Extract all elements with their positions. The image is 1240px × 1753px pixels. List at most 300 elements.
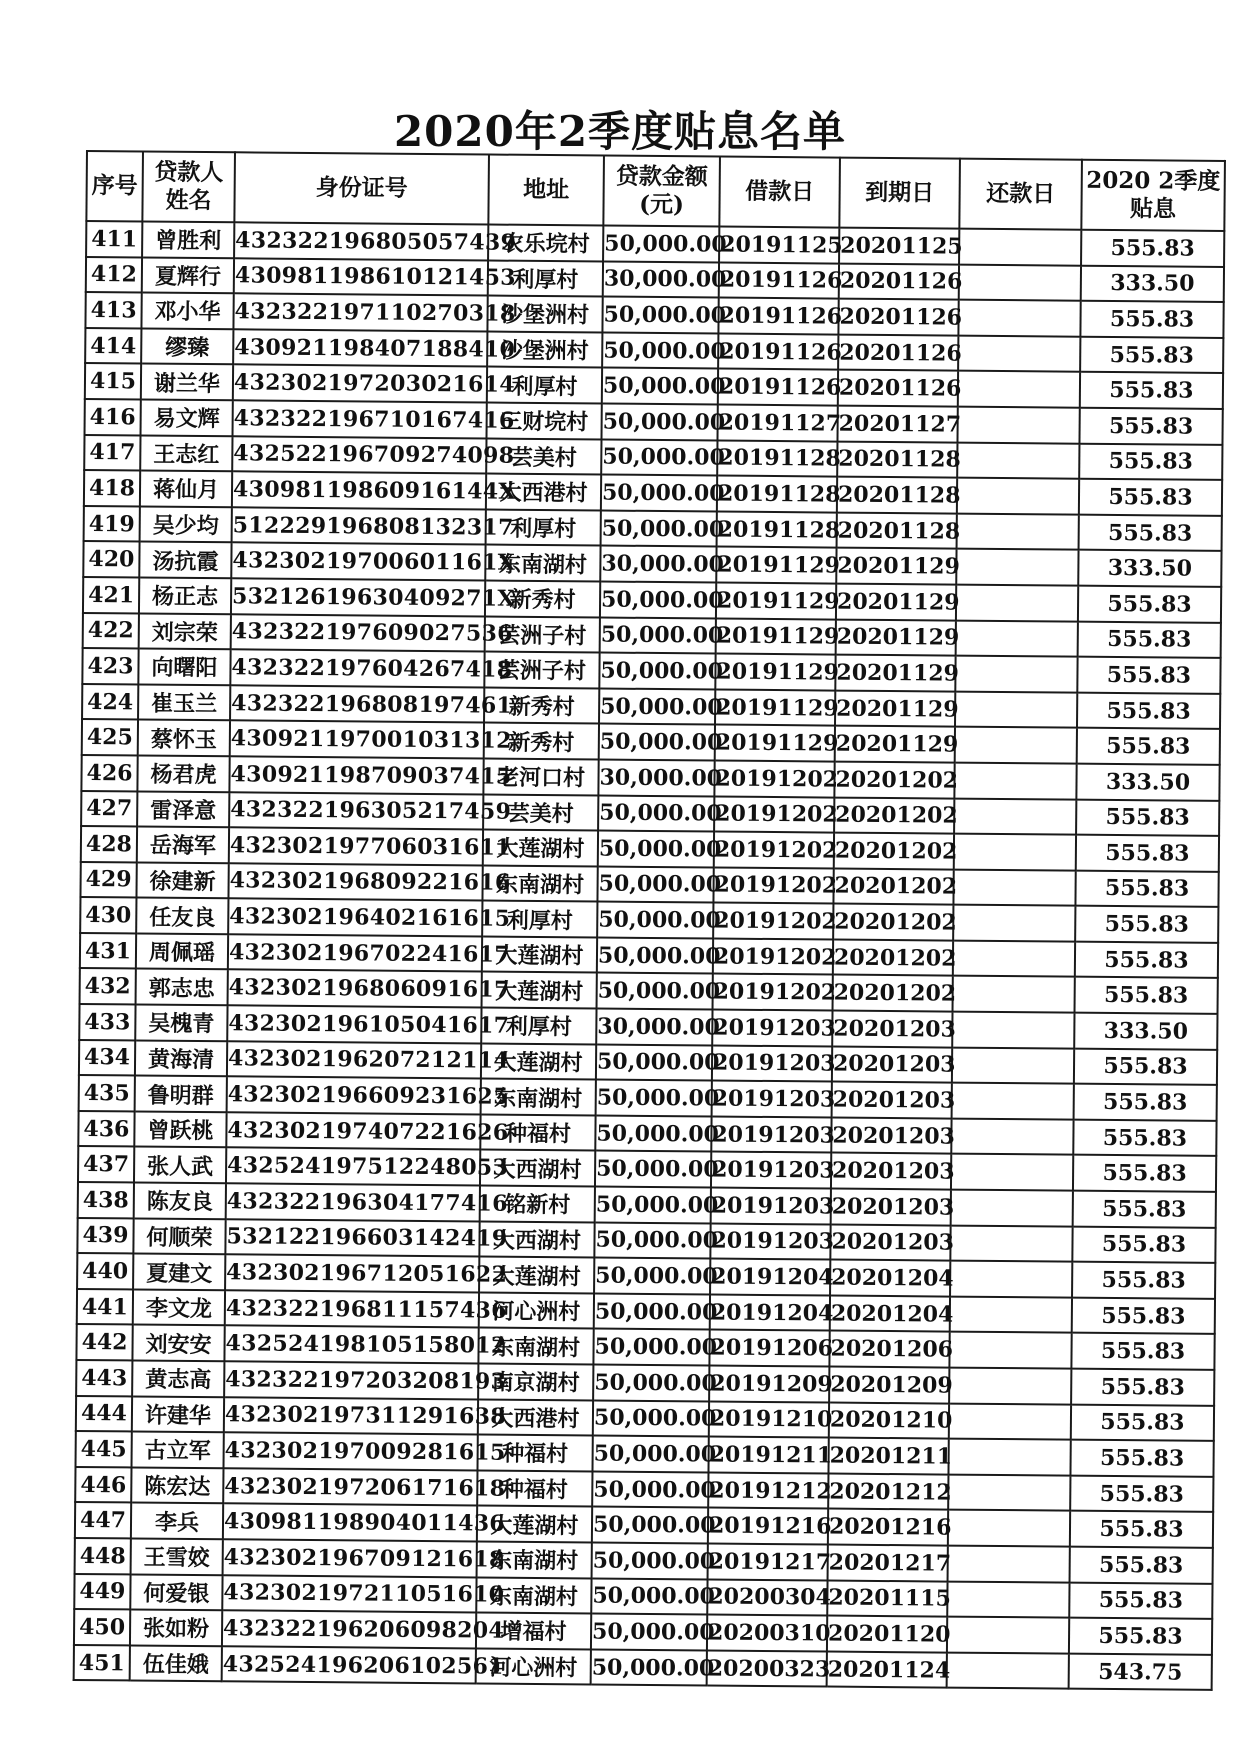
cell-borrower: 伍佳娥 (130, 1645, 222, 1681)
cell-address: 东南湖村 (476, 1577, 591, 1614)
cell-seq: 431 (80, 933, 136, 969)
cell-repay-date (956, 585, 1078, 622)
cell-loan-date: 20191126 (718, 298, 838, 335)
cell-repay-date (952, 1083, 1074, 1120)
cell-loan-amount: 50,000.00 (599, 688, 715, 725)
cell-loan-date: 20191128 (717, 511, 837, 548)
cell-repay-date (957, 513, 1079, 550)
cell-loan-date: 20191203 (711, 1152, 831, 1189)
cell-repay-date (952, 1012, 1074, 1049)
cell-due-date: 20201203 (832, 1011, 952, 1048)
cell-address: 种福村 (477, 1470, 592, 1507)
cell-id-number: 430921197001031312 (230, 721, 484, 759)
cell-seq: 450 (74, 1609, 130, 1645)
cell-repay-date (958, 335, 1080, 372)
cell-seq: 430 (80, 897, 136, 933)
cell-address: 新秀村 (484, 687, 599, 724)
cell-loan-amount: 50,000.00 (599, 653, 715, 690)
roster-body (74, 221, 1225, 1690)
cell-address: 新秀村 (484, 723, 599, 760)
cell-loan-amount: 30,000.00 (596, 1009, 712, 1046)
cell-seq: 448 (75, 1538, 131, 1574)
cell-loan-amount: 50,000.00 (597, 902, 713, 939)
cell-id-number: 43230219700601161X (231, 543, 485, 581)
cell-subsidy: 555.83 (1078, 586, 1221, 623)
cell-subsidy: 555.83 (1071, 1333, 1214, 1370)
cell-id-number: 432302197311291638 (224, 1397, 478, 1435)
cell-borrower: 古立军 (132, 1432, 224, 1468)
cell-loan-date: 20191202 (713, 903, 833, 940)
cell-address: 东南湖村 (485, 545, 600, 582)
cell-address: 利厚村 (488, 260, 603, 297)
cell-repay-date (951, 1154, 1073, 1191)
cell-address: 东南湖村 (482, 865, 597, 902)
cell-loan-date: 20191128 (717, 440, 837, 477)
cell-borrower: 蒋仙月 (140, 471, 232, 507)
cell-address: 三财垸村 (487, 402, 602, 439)
cell-address: 东南湖村 (481, 1079, 596, 1116)
cell-repay-date (957, 407, 1079, 444)
cell-loan-amount: 50,000.00 (599, 724, 715, 761)
cell-id-number: 432302196709121618 (223, 1539, 477, 1577)
cell-address: 大莲湖村 (481, 1043, 596, 1080)
cell-seq: 443 (76, 1360, 132, 1396)
cell-repay-date (956, 620, 1078, 657)
cell-address: 铭新村 (480, 1186, 595, 1223)
cell-borrower: 徐建新 (136, 862, 228, 898)
cell-repay-date (949, 1332, 1071, 1369)
cell-loan-date: 20191126 (718, 333, 838, 370)
cell-due-date: 20201126 (839, 263, 959, 300)
cell-borrower: 谢兰华 (141, 364, 233, 400)
cell-due-date: 20201128 (837, 441, 957, 478)
cell-seq: 435 (79, 1075, 135, 1111)
cell-subsidy: 555.83 (1078, 621, 1221, 658)
cell-address: 大莲湖村 (479, 1257, 594, 1294)
cell-seq: 444 (76, 1396, 132, 1432)
cell-borrower: 周佩瑶 (136, 933, 228, 969)
cell-address: 芸美村 (483, 794, 598, 831)
cell-seq: 441 (77, 1289, 133, 1325)
cell-borrower: 陈宏达 (131, 1467, 223, 1503)
cell-loan-amount: 30,000.00 (600, 546, 716, 583)
cell-address: 大西湖村 (480, 1150, 595, 1187)
cell-id-number: 432322196710167416 (233, 400, 487, 438)
cell-repay-date (950, 1261, 1072, 1298)
cell-loan-amount: 50,000.00 (595, 1151, 711, 1188)
cell-address: 芸洲子村 (485, 616, 600, 653)
cell-repay-date (948, 1474, 1070, 1511)
cell-due-date: 20201203 (831, 1153, 951, 1190)
cell-loan-date: 20191203 (711, 1116, 831, 1153)
cell-repay-date (947, 1581, 1069, 1618)
cell-due-date: 20201202 (833, 868, 953, 905)
cell-loan-amount: 30,000.00 (598, 759, 714, 796)
cell-due-date: 20201202 (834, 761, 954, 798)
cell-due-date: 20201124 (827, 1651, 947, 1688)
cell-loan-date: 20191212 (708, 1472, 828, 1509)
cell-address: 利厚村 (487, 367, 602, 404)
cell-repay-date (953, 869, 1075, 906)
cell-id-number: 432322197609027536 (231, 614, 485, 652)
cell-due-date: 20201125 (839, 228, 959, 265)
cell-repay-date (958, 371, 1080, 408)
cell-loan-amount: 50,000.00 (591, 1649, 707, 1686)
col-header-id-number: 身份证号 (234, 152, 489, 224)
cell-id-number: 432322197604267418 (230, 649, 484, 687)
cell-borrower: 蔡怀玉 (138, 720, 230, 756)
cell-subsidy: 555.83 (1072, 1226, 1215, 1263)
cell-id-number: 432322196805057439 (234, 222, 488, 260)
cell-borrower: 邓小华 (141, 293, 233, 329)
cell-loan-amount: 50,000.00 (601, 510, 717, 547)
cell-address: 河心洲村 (476, 1648, 591, 1685)
cell-repay-date (949, 1368, 1071, 1405)
cell-loan-amount: 50,000.00 (602, 332, 718, 369)
cell-borrower: 吴槐青 (135, 1005, 227, 1041)
cell-borrower: 何爱银 (130, 1574, 222, 1610)
cell-loan-date: 20191203 (712, 1010, 832, 1047)
cell-address: 大莲湖村 (482, 936, 597, 973)
cell-loan-date: 20191203 (710, 1223, 830, 1260)
cell-subsidy: 555.83 (1073, 1191, 1216, 1228)
cell-loan-amount: 50,000.00 (595, 1187, 711, 1224)
col-header-address: 地址 (488, 155, 604, 226)
cell-due-date: 20201202 (834, 797, 954, 834)
cell-seq: 419 (84, 506, 140, 542)
cell-borrower: 鲁明群 (135, 1076, 227, 1112)
cell-loan-date: 20191126 (719, 262, 839, 299)
cell-due-date: 20201211 (828, 1438, 948, 1475)
cell-due-date: 20201206 (829, 1331, 949, 1368)
cell-seq: 439 (77, 1218, 133, 1254)
subsidy-roster-table (73, 150, 1226, 1691)
cell-due-date: 20201203 (830, 1224, 950, 1261)
cell-address: 大莲湖村 (482, 972, 597, 1009)
cell-seq: 433 (79, 1004, 135, 1040)
cell-due-date: 20201129 (836, 548, 956, 585)
cell-seq: 447 (75, 1502, 131, 1538)
cell-seq: 436 (78, 1111, 134, 1147)
cell-loan-amount: 50,000.00 (595, 1115, 711, 1152)
cell-due-date: 20201202 (834, 833, 954, 870)
cell-address: 利厚村 (481, 1008, 596, 1045)
cell-repay-date (959, 264, 1081, 301)
cell-address: 大西湖村 (479, 1221, 594, 1258)
cell-repay-date (953, 940, 1075, 977)
cell-loan-amount: 50,000.00 (600, 581, 716, 618)
cell-loan-amount: 50,000.00 (593, 1329, 709, 1366)
cell-seq: 414 (85, 328, 141, 364)
cell-loan-date: 20191202 (713, 974, 833, 1011)
cell-seq: 426 (81, 755, 137, 791)
cell-loan-date: 20191129 (715, 654, 835, 691)
cell-borrower: 向曙阳 (138, 649, 230, 685)
cell-subsidy: 333.50 (1076, 764, 1219, 801)
cell-due-date: 20201202 (833, 939, 953, 976)
cell-loan-date: 20200323 (707, 1650, 827, 1687)
cell-subsidy: 555.83 (1077, 728, 1220, 765)
cell-address: 利厚村 (482, 901, 597, 938)
cell-loan-date: 20191127 (717, 404, 837, 441)
cell-id-number: 432302196809221616 (228, 863, 482, 901)
cell-loan-date: 20191128 (717, 476, 837, 513)
cell-subsidy: 555.83 (1075, 977, 1218, 1014)
cell-id-number: 432322196808197461 (230, 685, 484, 723)
cell-id-number: 432302197203021614 (233, 365, 487, 403)
cell-due-date: 20201202 (833, 904, 953, 941)
cell-loan-date: 20191129 (715, 725, 835, 762)
cell-loan-date: 20191125 (719, 227, 839, 264)
cell-borrower: 崔玉兰 (138, 684, 230, 720)
cell-repay-date (949, 1403, 1071, 1440)
cell-due-date: 20201126 (838, 370, 958, 407)
cell-borrower: 张人武 (134, 1147, 226, 1183)
cell-borrower: 陈友良 (134, 1182, 226, 1218)
cell-seq: 421 (83, 577, 139, 613)
cell-loan-date: 20191203 (712, 1045, 832, 1082)
cell-seq: 428 (81, 826, 137, 862)
cell-loan-date: 20191129 (716, 547, 836, 584)
cell-id-number: 432302196702241617 (228, 934, 482, 972)
cell-repay-date (952, 1047, 1074, 1084)
cell-id-number: 430981198610121453 (234, 258, 488, 296)
cell-subsidy: 555.83 (1081, 230, 1224, 267)
cell-borrower: 易文辉 (141, 399, 233, 435)
cell-loan-amount: 50,000.00 (600, 617, 716, 654)
cell-id-number: 532122196603142419 (225, 1219, 479, 1257)
cell-address: 老河口村 (483, 758, 598, 795)
cell-seq: 424 (82, 684, 138, 720)
cell-due-date: 20201126 (838, 334, 958, 371)
cell-loan-date: 20191202 (714, 760, 834, 797)
cell-id-number: 430921198709037415 (229, 756, 483, 794)
cell-borrower: 黄海清 (135, 1040, 227, 1076)
cell-due-date: 20201210 (829, 1402, 949, 1439)
cell-borrower: 夏建文 (133, 1254, 225, 1290)
cell-address: 利厚村 (486, 509, 601, 546)
cell-id-number: 432302197407221626 (226, 1112, 480, 1150)
cell-repay-date (951, 1118, 1073, 1155)
cell-due-date: 20201203 (831, 1117, 951, 1154)
cell-repay-date (955, 691, 1077, 728)
cell-borrower: 刘宗荣 (139, 613, 231, 649)
cell-loan-date: 20191210 (709, 1401, 829, 1438)
cell-due-date: 20201129 (835, 655, 955, 692)
cell-subsidy: 555.83 (1075, 942, 1218, 979)
cell-borrower: 吴少均 (140, 506, 232, 542)
cell-loan-amount: 50,000.00 (597, 973, 713, 1010)
cell-due-date: 20201128 (837, 512, 957, 549)
cell-borrower: 缪臻 (141, 328, 233, 364)
cell-due-date: 20201212 (828, 1473, 948, 1510)
cell-seq: 438 (78, 1182, 134, 1218)
cell-id-number: 432302196105041617 (227, 1005, 481, 1043)
cell-loan-date: 20191204 (710, 1259, 830, 1296)
cell-loan-amount: 50,000.00 (593, 1364, 709, 1401)
cell-seq: 411 (86, 221, 142, 257)
cell-loan-amount: 50,000.00 (601, 403, 717, 440)
cell-due-date: 20201217 (828, 1544, 948, 1581)
cell-due-date: 20201129 (835, 726, 955, 763)
cell-subsidy: 555.83 (1069, 1582, 1212, 1619)
cell-repay-date (947, 1617, 1069, 1654)
cell-subsidy: 555.83 (1079, 443, 1222, 480)
cell-subsidy: 555.83 (1070, 1511, 1213, 1548)
cell-subsidy: 555.83 (1077, 692, 1220, 729)
cell-id-number: 432524196206102561 (222, 1646, 476, 1684)
cell-loan-date: 20191206 (709, 1330, 829, 1367)
cell-address: 沙堡洲村 (487, 331, 602, 368)
cell-due-date: 20201204 (830, 1260, 950, 1297)
cell-subsidy: 555.83 (1072, 1297, 1215, 1334)
cell-subsidy: 555.83 (1073, 1119, 1216, 1156)
cell-due-date: 20201129 (836, 619, 956, 656)
cell-loan-amount: 50,000.00 (597, 937, 713, 974)
cell-address: 东南湖村 (478, 1328, 593, 1365)
cell-seq: 434 (79, 1040, 135, 1076)
cell-seq: 449 (74, 1574, 130, 1610)
cell-repay-date (953, 905, 1075, 942)
cell-repay-date (948, 1546, 1070, 1583)
cell-due-date: 20201129 (836, 584, 956, 621)
cell-seq: 451 (74, 1645, 130, 1681)
cell-id-number: 432322197110270318 (233, 293, 487, 331)
cell-loan-amount: 50,000.00 (591, 1578, 707, 1615)
cell-subsidy: 333.50 (1078, 550, 1221, 587)
cell-id-number: 430981198904011436 (223, 1504, 477, 1542)
cell-loan-amount: 50,000.00 (591, 1614, 707, 1651)
cell-subsidy: 555.83 (1074, 1048, 1217, 1085)
cell-id-number: 432322196206098204 (222, 1610, 476, 1648)
cell-repay-date (954, 763, 1076, 800)
cell-loan-amount: 50,000.00 (592, 1507, 708, 1544)
cell-address: 种福村 (477, 1435, 592, 1472)
cell-repay-date (959, 229, 1081, 266)
cell-loan-date: 20191129 (716, 582, 836, 619)
cell-address: 沙堡洲村 (487, 296, 602, 333)
cell-address: 大莲湖村 (483, 830, 598, 867)
cell-seq: 437 (78, 1146, 134, 1182)
cell-loan-date: 20191202 (714, 796, 834, 833)
cell-borrower: 雷泽意 (137, 791, 229, 827)
cell-loan-amount: 50,000.00 (598, 831, 714, 868)
cell-id-number: 432302197706031611 (229, 827, 483, 865)
cell-subsidy: 555.83 (1076, 835, 1219, 872)
cell-repay-date (951, 1190, 1073, 1227)
cell-loan-date: 20191202 (713, 867, 833, 904)
cell-subsidy: 333.50 (1074, 1013, 1217, 1050)
cell-due-date: 20201216 (828, 1509, 948, 1546)
cell-loan-date: 20191202 (714, 832, 834, 869)
cell-due-date: 20201204 (830, 1295, 950, 1332)
cell-borrower: 许建华 (132, 1396, 224, 1432)
cell-id-number: 430921198407188410 (233, 329, 487, 367)
col-header-due-date: 到期日 (839, 158, 960, 229)
cell-loan-amount: 50,000.00 (594, 1293, 710, 1330)
cell-loan-amount: 50,000.00 (592, 1436, 708, 1473)
cell-borrower: 任友良 (136, 898, 228, 934)
cell-subsidy: 555.83 (1070, 1440, 1213, 1477)
cell-seq: 415 (85, 363, 141, 399)
cell-seq: 446 (75, 1467, 131, 1503)
cell-id-number: 432322196304177416 (226, 1183, 480, 1221)
cell-address: 芸洲子村 (484, 652, 599, 689)
cell-due-date: 20201120 (827, 1616, 947, 1653)
cell-loan-amount: 50,000.00 (592, 1471, 708, 1508)
cell-id-number: 432302196207212114 (227, 1041, 481, 1079)
cell-subsidy: 555.83 (1071, 1369, 1214, 1406)
cell-subsidy: 555.83 (1080, 336, 1223, 373)
cell-loan-amount: 50,000.00 (594, 1222, 710, 1259)
cell-id-number: 432322196305217459 (229, 792, 483, 830)
cell-repay-date (954, 798, 1076, 835)
page-title: 2020年2季度贴息名单 (393, 107, 847, 156)
cell-repay-date (950, 1296, 1072, 1333)
cell-seq: 412 (86, 257, 142, 293)
cell-loan-date: 20191203 (712, 1081, 832, 1118)
cell-seq: 423 (82, 648, 138, 684)
cell-subsidy: 555.83 (1072, 1262, 1215, 1299)
cell-borrower: 张如粉 (130, 1610, 222, 1646)
cell-due-date: 20201203 (832, 1046, 952, 1083)
cell-repay-date (950, 1225, 1072, 1262)
col-header-seq: 序号 (86, 151, 143, 221)
cell-repay-date (955, 656, 1077, 693)
cell-borrower: 李兵 (131, 1503, 223, 1539)
cell-borrower: 刘安安 (132, 1325, 224, 1361)
cell-subsidy: 555.83 (1079, 479, 1222, 516)
cell-loan-amount: 50,000.00 (596, 1044, 712, 1081)
cell-subsidy: 555.83 (1076, 799, 1219, 836)
cell-loan-amount: 50,000.00 (594, 1258, 710, 1295)
cell-due-date: 20201126 (838, 299, 958, 336)
cell-seq: 427 (81, 790, 137, 826)
cell-repay-date (955, 727, 1077, 764)
cell-borrower: 曾跃桃 (134, 1111, 226, 1147)
cell-id-number: 512229196808132317 (232, 507, 486, 545)
cell-repay-date (948, 1510, 1070, 1547)
cell-subsidy: 555.83 (1080, 301, 1223, 338)
cell-id-number: 432302197211051610 (222, 1575, 476, 1613)
cell-loan-amount: 50,000.00 (602, 368, 718, 405)
cell-id-number: 432322196811157436 (225, 1290, 479, 1328)
cell-repay-date (954, 834, 1076, 871)
cell-due-date: 20201127 (837, 406, 957, 443)
cell-subsidy: 555.83 (1079, 408, 1222, 445)
cell-repay-date (956, 549, 1078, 586)
cell-subsidy: 555.83 (1073, 1155, 1216, 1192)
cell-seq: 416 (85, 399, 141, 435)
cell-borrower: 夏辉行 (142, 257, 234, 293)
cell-loan-amount: 50,000.00 (598, 795, 714, 832)
cell-borrower: 李文龙 (133, 1289, 225, 1325)
cell-due-date: 20201202 (833, 975, 953, 1012)
cell-id-number: 53212619630409271X (231, 578, 485, 616)
cell-loan-amount: 50,000.00 (603, 226, 719, 263)
cell-id-number: 432524198105158012 (224, 1326, 478, 1364)
cell-subsidy: 555.83 (1075, 870, 1218, 907)
cell-id-number: 432302196402161615 (228, 899, 482, 937)
cell-address: 大西港村 (478, 1399, 593, 1436)
cell-loan-date: 20191204 (710, 1294, 830, 1331)
cell-repay-date (947, 1652, 1069, 1689)
cell-loan-date: 20191126 (718, 369, 838, 406)
col-header-repay-date: 还款日 (959, 159, 1082, 230)
cell-loan-date: 20191216 (708, 1508, 828, 1545)
cell-loan-amount: 50,000.00 (597, 866, 713, 903)
cell-loan-date: 20200310 (707, 1615, 827, 1652)
